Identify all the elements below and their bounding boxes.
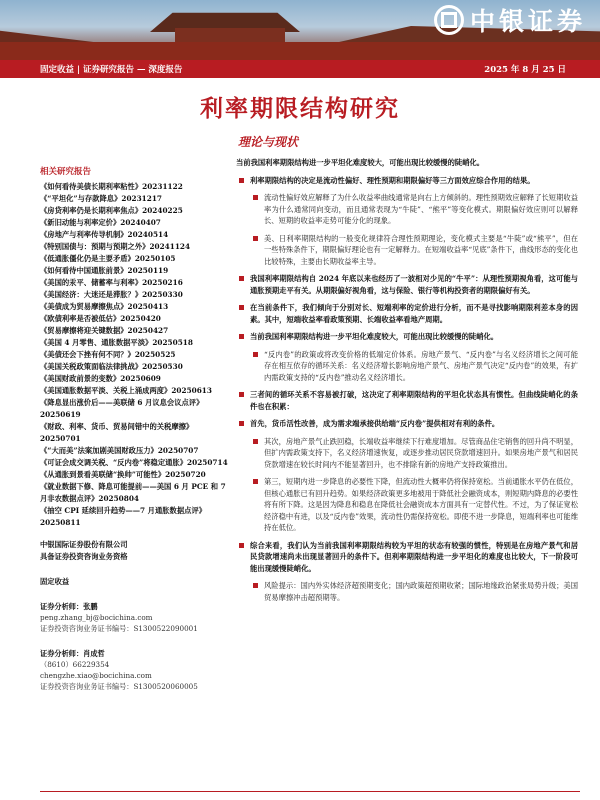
summary-bullet: 其次，房地产景气止跌回稳，长端收益率继续下行难度增加。尽管商品住宅销售的回升尚不明显，但扩内需政策支持下，名义经济增速恢复，或逐步推动居民贷款增速回升。如果房地产景气和居民贷款增速在较长时间内不能显著回升，也不排除有新的房地产支持政策推出。 — [236, 436, 578, 471]
analyst-block — [40, 648, 232, 692]
bottom-rule — [40, 791, 580, 792]
report-category-bar — [0, 60, 600, 78]
analyst-cert: 证券投资咨询业务证书编号：S1300520060005 — [40, 682, 198, 691]
company-info: 中银国际证券股份有限公司 具备证券投资咨询业务资格 — [40, 540, 128, 561]
header-banner-image — [0, 0, 600, 60]
lead-sentence: 当前我国利率期限结构进一步平坦化难度较大，可能出现比较缓慢的陡峭化。 — [236, 158, 485, 167]
related-report-link[interactable]: 《美债还会下挫有何不同？》20250525 — [40, 350, 176, 359]
analyst-email[interactable]: peng.zhang_bj@bocichina.com — [40, 613, 153, 622]
related-report-link[interactable]: 《低通胀僵化仍是主要矛盾》20250105 — [40, 254, 176, 263]
palace-roof-left — [0, 22, 110, 44]
sector-label: 固定收益 — [40, 577, 70, 586]
related-heading: 相关研究报告 — [40, 167, 92, 177]
related-report-link[interactable]: 《美国通胀数据平淡、关税上涌成两度》20250613 — [40, 386, 212, 395]
report-date: 2025 年 8 月 25 日 — [484, 65, 566, 75]
related-report-link[interactable]: 《如何看待中国通胀前景》20250119 — [40, 266, 169, 275]
related-report-link[interactable]: 《美债成为贸易摩擦焦点》20250413 — [40, 302, 169, 311]
related-report-link[interactable]: 《降息显出涨价后——美联储 6 月议息会议点评》20250619 — [40, 398, 204, 419]
related-report-link[interactable]: 《特别国债与：预期与预期之外》20241124 — [40, 242, 191, 251]
analyst-cert: 证券投资咨询业务证书编号：S1300522090001 — [40, 624, 198, 633]
related-report-link[interactable]: 《“平坦化”与存款降息》20231217 — [40, 194, 162, 203]
report-title: 利率期限结构研究 — [200, 95, 400, 122]
report-subtitle: 理论与现状 — [238, 135, 299, 149]
summary-bullet: 当前我国利率期限结构进一步平坦化难度较大，可能出现比较缓慢的陡峭化。 — [236, 331, 578, 343]
related-report-link[interactable]: 《房地产与利率传导机制》20240514 — [40, 230, 169, 239]
related-list — [40, 181, 232, 529]
related-report-link[interactable]: 《美国关税政策面临法律挑战》20250530 — [40, 362, 183, 371]
summary-bullet: 美、日利率期限结构的一般变化规律符合理性预期理论，变化模式主要是“牛陡”或“熊平”，但在一些特殊条件下，期限偏好理论也有一定解释力。在短端收益率“见底”条件下，曲线形态的变化也比较特殊，主要由长期收益率主导。 — [236, 233, 578, 268]
related-report-link[interactable]: 《美国经济：大迷还是滞胀？》20250330 — [40, 290, 183, 299]
summary-bullet: 首先，货币活性改善，成为需求端承接供给端“反内卷”提供相对有利的条件。 — [236, 418, 578, 430]
report-category: 固定收益 | 证券研究报告 — 深度报告 — [40, 65, 183, 75]
summary-bullet: 流动性偏好效应解释了为什么收益率曲线通常是向右上方倾斜的。理性预期效应解释了长短期收益率为什么通常同向变动，而且通常表现为“牛陡”、“熊平”等变化模式。期限偏好效应则可以解释长、短期的收益率走势可能分化的现象。 — [236, 192, 578, 227]
analyst-phone: （8610）66229354 — [40, 660, 110, 669]
related-report-link[interactable]: 《抽空 CPI 延续回升趋势——7 月通胀数据点评》20250811 — [40, 506, 207, 527]
boc-logo-icon — [434, 5, 464, 35]
related-report-link[interactable]: 《就业数据下修、降息可能提前——美国 6 月 PCE 和 7 月非农数据点评》20250804 — [40, 482, 226, 503]
analyst-list — [40, 601, 232, 692]
summary-bullet: 第三，短期内进一步降息的必要性下降，但流动性大概率仍将保持宽松。当前通胀水平仍在低位，但核心通胀已有回升趋势。如果经济政策更多地被用于降低社会融资成本，则短期内降息的必要性将有所下降。这是因为降息和稳息在降低社会融资成本方面具有一定替代性。不过，为了保证宽松经济稳中有进，以及“反内卷”效果，流动性仍需保持宽松。即使不进一步降息，短端利率也可能维持在低位。 — [236, 476, 578, 534]
related-report-link[interactable]: 《美国财政前景的变数》20250609 — [40, 374, 161, 383]
summary-bullet: 我国利率期限结构自 2024 年底以来也经历了一波相对少见的“牛平”：从理性预期视角看，这可能与通胀预期走平有关。从期限偏好视角看，这与保险、银行等机构投资者的期限偏好有关。 — [236, 273, 578, 296]
summary-bullet: 三者间的循环关系不容易被打破，这决定了利率期限结构的平坦化状态具有惯性。但曲线陡峭化的条件也在积累： — [236, 389, 578, 412]
related-report-link[interactable]: 《新旧动能与利率定价》20240407 — [40, 218, 161, 227]
summary-bullet: 风险提示：国内外实体经济超预期变化；国内政策超预期收紧；国际地缘政治紧张局势升级；美国贸易摩擦冲击超预期等。 — [236, 580, 578, 603]
summary-bullet: “反内卷”的政策或将改变价格的低端定价体系。房地产景气、“反内卷”与名义经济增长之间可能存在相互依存的循环关系：名义经济增长影响房地产景气、房地产景气决定“反内卷”的效果，有扩内需政策支持的“反内卷”推动名义经济增长。 — [236, 349, 578, 384]
analyst-name: 证券分析师：张鹏 — [40, 602, 98, 611]
related-report-link[interactable]: 《美国 4 月零售、通胀数据平淡》20250518 — [40, 338, 193, 347]
summary-bullet: 综合来看，我们认为当前我国利率期限结构较为平坦的状态有较强的惯性，特别是在房地产景气和居民贷款增速尚未出现显著回升的条件下。但利率期限结构进一步平坦化的难度也比较大，下一阶段可能出现缓慢陡峭化。 — [236, 540, 578, 575]
related-report-link[interactable]: 《财政、利率、货币、贸易间错中的关税摩擦》20250701 — [40, 422, 194, 443]
brand-logo — [434, 2, 586, 38]
related-report-link[interactable]: 《从通胀到景看美联储“换帅”可能性》20250720 — [40, 470, 206, 479]
related-report-link[interactable]: 《美国的汞平、储蓄率与利率》20250216 — [40, 278, 183, 287]
analyst-email[interactable]: chengzhe.xiao@bocichina.com — [40, 671, 152, 680]
related-report-link[interactable]: 《“大而美”法案加剧美国财政压力》20250707 — [40, 446, 199, 455]
summary-bullet: 在当前条件下，我们倾向于分别对长、短端利率的定价进行分析，而不是寻找影响期限利差本身的因素。其中，短端收益率看政策预期、长端收益率看地产周期。 — [236, 302, 578, 325]
related-report-link[interactable]: 《房贷利率仍是长期利率焦点》20240225 — [40, 206, 183, 215]
analyst-name: 证券分析师：肖成哲 — [40, 649, 105, 658]
summary-bullet: 利率期限结构的决定是流动性偏好、理性预期和期限偏好等三方面效应综合作用的结果。 — [236, 175, 578, 187]
summary-body — [236, 157, 578, 609]
logo-text: 中银证券 — [469, 7, 586, 36]
palace-wall — [0, 42, 600, 60]
related-report-link[interactable]: 《贸易摩擦将迎关键数据》20250427 — [40, 326, 169, 335]
sidebar — [40, 165, 232, 692]
related-report-link[interactable]: 《可证会成交调关税、“反内卷”将稳定通胀》20250714 — [40, 458, 228, 467]
bullet-list — [236, 175, 578, 604]
related-report-link[interactable]: 《欧债利率是否被低估》20250420 — [40, 314, 161, 323]
related-report-link[interactable]: 《如何看待美债长期利率粘性》20231122 — [40, 182, 183, 191]
analyst-block — [40, 601, 232, 634]
palace-eave — [175, 28, 285, 42]
